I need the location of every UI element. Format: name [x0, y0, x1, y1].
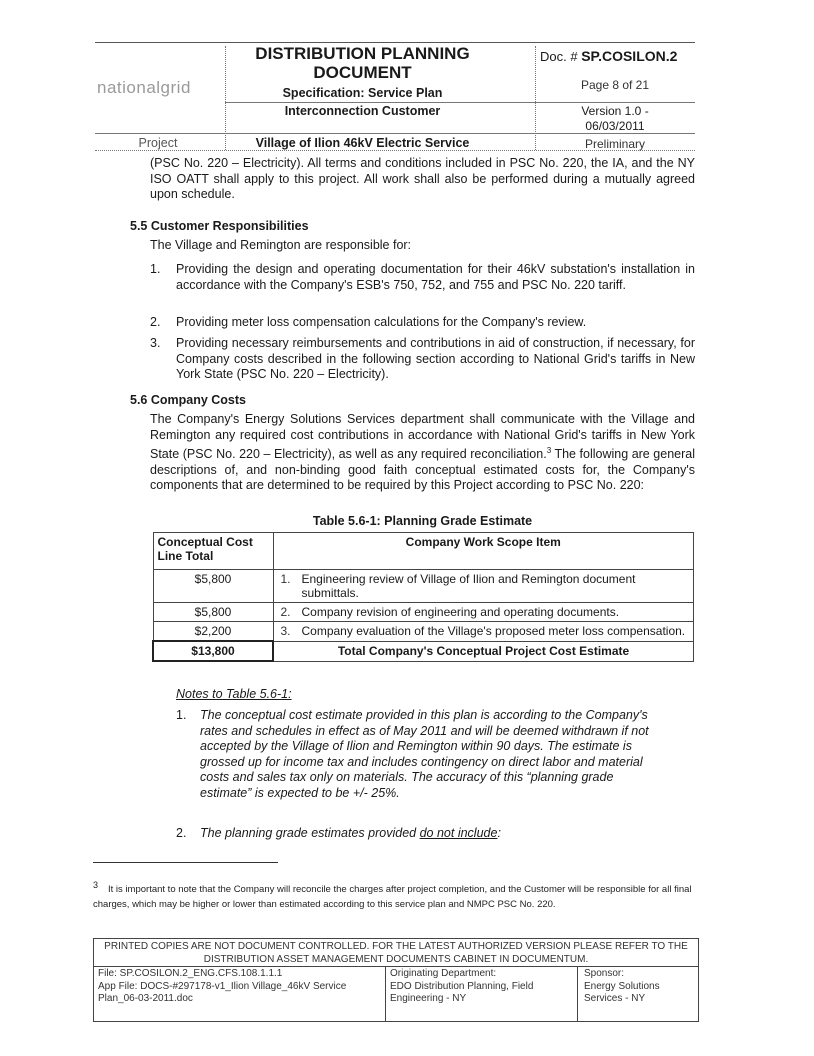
warning-line-2: DISTRIBUTION ASSET MANAGEMENT DOCUMENTS CABINET IN DOCUMENTUM.	[203, 953, 589, 965]
file-line: Plan_06-03-2011.doc	[98, 993, 193, 1004]
estimate-table	[152, 532, 694, 662]
table-header-row	[153, 533, 694, 570]
item-number: 3.	[273, 622, 298, 642]
table-row	[153, 603, 694, 622]
document-footer	[93, 938, 699, 1022]
sponsor-line: Sponsor:	[584, 968, 625, 979]
table-title: Table 5.6-1: Planning Grade Estimate	[312, 514, 533, 528]
status: Preliminary	[584, 137, 645, 151]
project-label: Project	[138, 136, 178, 150]
document-subtitle: Specification: Service Plan	[282, 86, 443, 100]
sponsor-line: Energy Solutions	[584, 980, 660, 992]
table-row	[153, 622, 694, 642]
header-divider	[225, 46, 226, 150]
note-number: 1.	[176, 708, 187, 722]
footer-sponsor	[578, 966, 698, 1021]
header-top-rule	[95, 42, 695, 43]
section-heading-5-6: 5.6 Company Costs	[130, 393, 247, 407]
header-row-rule	[225, 102, 695, 103]
item-number: 1.	[273, 570, 298, 603]
dept-line: EDO Distribution Planning, Field	[390, 980, 534, 992]
scope-cell: Company evaluation of the Village's proposed meter loss compensation.	[298, 622, 694, 642]
note-text-part: :	[497, 826, 501, 840]
note-text: The conceptual cost estimate provided in this plan is according to the Company's rates and schedules in effect as of May 2011 and will be deemed withdrawn if not accepted by the Village of Ilion and Remington within 90 days. The estimate is grossed up for income tax and includes contingency on direct labor and material costs and sales tax only on materials. The accuracy of this “planning grade estimate” is expected to be +/- 25%.	[200, 708, 649, 800]
dept-line: Engineering - NY	[390, 993, 467, 1004]
section-heading-5-5: 5.5 Customer Responsibilities	[130, 219, 309, 233]
doc-number	[540, 48, 677, 64]
paragraph-text: The Company's Energy Solutions Services department shall communicate with the Village and Remington any required cost contributions in accordance with National Grid's tariffs in New York State (PSC No. 220 – Electricity), as well as any required reconciliation.	[150, 412, 695, 462]
cost-cell: $5,800	[153, 603, 273, 622]
footnote-separator	[93, 862, 278, 863]
list-number: 2.	[150, 315, 161, 329]
footnote-text: It is important to note that the Company will reconcile the charges after project completion, and the Customer will be responsible for all final charges, which may be higher or lower than estimated according to this service plan and NMPC PSC No. 220.	[93, 884, 692, 911]
company-logo: nationalgrid	[97, 78, 191, 97]
document-subtitle-2: Interconnection Customer	[284, 104, 441, 118]
file-line: App File: DOCS-#297178-v1_Ilion Village_46kV Service	[98, 980, 347, 992]
footnote-mark: 3	[93, 880, 99, 890]
dept-line: Originating Department:	[390, 968, 497, 979]
section-5-5-lead: The Village and Remington are responsible for:	[150, 238, 412, 252]
cost-cell: $5,800	[153, 570, 273, 603]
footer-department	[386, 966, 578, 1021]
warning-line-1: PRINTED COPIES ARE NOT DOCUMENT CONTROLLED. FOR THE LATEST AUTHORIZED VERSION PLEASE REFER TO THE	[104, 941, 688, 952]
version-line-1: Version 1.0 -	[581, 104, 649, 118]
column-header-cost: Conceptual Cost Line Total	[153, 533, 273, 570]
document-header	[95, 42, 695, 151]
table-total-row	[153, 641, 694, 661]
sponsor-line: Services - NY	[584, 993, 646, 1004]
file-line: File: SP.COSILON.2_ENG.CFS.108.1.1.1	[98, 968, 283, 979]
column-header-scope: Company Work Scope Item	[273, 533, 694, 570]
note-text	[200, 826, 650, 842]
note-number: 2.	[176, 826, 187, 840]
footnote	[93, 878, 697, 912]
list-number: 1.	[150, 262, 161, 276]
document-title	[230, 44, 495, 82]
list-number: 3.	[150, 336, 161, 350]
header-divider	[535, 46, 536, 150]
intro-paragraph: (PSC No. 220 – Electricity). All terms and conditions included in PSC No. 220, the IA, and the NY ISO OATT shall apply to this project. All work shall also be performed during a mutually agreed upon schedule.	[150, 156, 695, 201]
section-5-6-paragraph	[150, 412, 695, 494]
total-amount: $13,800	[153, 641, 273, 661]
note-text-part: The planning grade estimates provided	[200, 826, 420, 840]
project-value: Village of Ilion 46kV Electric Service	[255, 136, 470, 150]
title-line-1: DISTRIBUTION PLANNING	[255, 44, 470, 63]
table-row	[153, 570, 694, 603]
version-date: 06/03/2011	[585, 119, 645, 133]
item-number: 2.	[273, 603, 298, 622]
note-emphasis: do not include	[419, 826, 498, 840]
list-text: Providing necessary reimbursements and contributions in aid of construction, if necessary, for Company costs described in the following section according to National Grid's tariffs in New York State (PSC No. 220 – Electricity).	[176, 336, 695, 381]
scope-cell: Company revision of engineering and operating documents.	[298, 603, 694, 622]
doc-number-value: SP.COSILON.2	[581, 48, 678, 64]
notes-title: Notes to Table 5.6-1:	[176, 687, 292, 701]
cost-cell: $2,200	[153, 622, 273, 642]
list-text: Providing meter loss compensation calculations for the Company's review.	[176, 315, 587, 329]
control-warning	[94, 941, 698, 966]
paragraph-text: The following are general descriptions of, and non-binding good faith conceptual estimated costs for, the Company's components that are determined to be required by this Project according to PSC No. 220:	[150, 447, 695, 493]
total-label: Total Company's Conceptual Project Cost Estimate	[273, 641, 694, 661]
page-number: Page 8 of 21	[580, 78, 650, 92]
footer-file-info	[94, 966, 386, 1021]
scope-cell: Engineering review of Village of Ilion and Remington document submittals.	[298, 570, 694, 603]
footnote-reference[interactable]: 3	[546, 446, 552, 455]
title-line-2: DOCUMENT	[313, 63, 412, 82]
doc-number-prefix: Doc. #	[540, 49, 578, 64]
version	[540, 104, 690, 134]
list-text: Providing the design and operating documentation for their 46kV substation's installation in accordance with the Company's ESB's 750, 752, and 755 and PSC No. 220 tariff.	[176, 262, 695, 292]
